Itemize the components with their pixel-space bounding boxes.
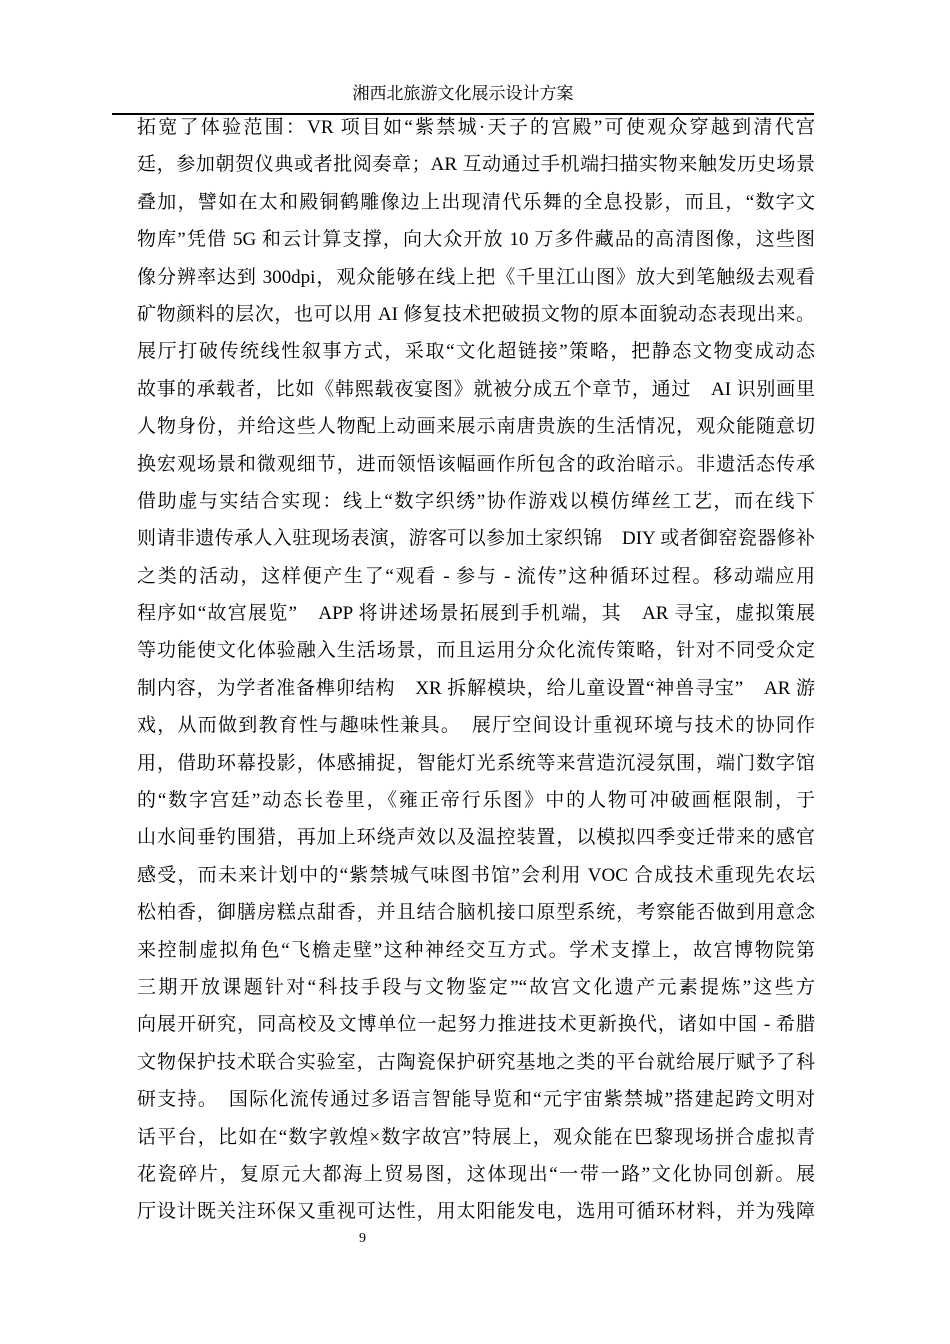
body-line: 感受，而未来计划中的“紫禁城气味图书馆”会利用 VOC 合成技术重现先农坛 bbox=[137, 864, 815, 886]
body-line: 像分辨率达到 300dpi，观众能够在线上把《千里江山图》放大到笔触级去观看 bbox=[137, 266, 815, 288]
body-line: 等功能使文化体验融入生活场景，而且运用分众化流传策略，针对不同受众定 bbox=[137, 640, 815, 662]
body-line: 用，借助环幕投影，体感捕捉，智能灯光系统等来营造沉浸氛围，端门数字馆 bbox=[137, 752, 815, 774]
body-line: 借助虚与实结合实现：线上“数字织绣”协作游戏以模仿缂丝工艺，而在线下 bbox=[137, 490, 815, 512]
body-line: 的“数字宫廷”动态长卷里，《雍正帝行乐图》中的人物可冲破画框限制，于 bbox=[137, 790, 815, 812]
body-line: 向展开研究，同高校及文博单位一起努力推进技术更新换代，诸如中国 - 希腊 bbox=[137, 1014, 815, 1036]
body-line: 故事的承载者，比如《韩熙载夜宴图》就被分成五个章节，通过 AI 识别画里 bbox=[137, 378, 815, 400]
body-line: 文物保护技术联合实验室，古陶瓷保护研究基地之类的平台就给展厅赋予了科 bbox=[137, 1051, 815, 1073]
body-line: 则请非遗传承人入驻现场表演，游客可以参加土家织锦 DIY 或者御窑瓷器修补 bbox=[137, 528, 815, 550]
body-line: 叠加，譬如在太和殿铜鹤雕像边上出现清代乐舞的全息投影，而且，“数字文 bbox=[137, 191, 815, 213]
body-line: 廷，参加朝贺仪典或者批阅奏章；AR 互动通过手机端扫描实物来触发历史场景 bbox=[137, 154, 815, 176]
body-line: 来控制虚拟角色“飞檐走壁”这种神经交互方式。学术支撑上，故宫博物院第 bbox=[137, 939, 815, 961]
body-line: 展厅打破传统线性叙事方式，采取“文化超链接”策略，把静态文物变成动态 bbox=[137, 341, 815, 363]
body-line: 矿物颜料的层次，也可以用 AI 修复技术把破损文物的原本面貌动态表现出来。 bbox=[137, 303, 815, 325]
body-line: 人物身份，并给这些人物配上动画来展示南唐贵族的生活情况，观众能随意切 bbox=[137, 416, 815, 438]
body-line: 松柏香，御膳房糕点甜香，并且结合脑机接口原型系统，考察能否做到用意念 bbox=[137, 902, 815, 924]
body-line: 换宏观场景和微观细节，进而领悟该幅画作所包含的政治暗示。非遗活态传承 bbox=[137, 453, 815, 475]
body-line: 戏，从而做到教育性与趣味性兼具。 展厅空间设计重视环境与技术的协同作 bbox=[137, 715, 815, 737]
body-line: 制内容，为学者准备榫卯结构 XR 拆解模块，给儿童设置“神兽寻宝” AR 游 bbox=[137, 677, 815, 699]
body-line: 拓宽了体验范围：VR 项目如“紫禁城·天子的宫殿”可使观众穿越到清代宫 bbox=[137, 117, 815, 138]
body-line: 话平台，比如在“数字敦煌×数字故宫”特展上，观众能在巴黎现场拼合虚拟青 bbox=[137, 1126, 815, 1148]
body-line: 物库”凭借 5G 和云计算支撑，向大众开放 10 万多件藏品的高清图像，这些图 bbox=[137, 229, 815, 251]
body-line: 三期开放课题针对“科技手段与文物鉴定”“故宫文化遗产元素提炼”这些方 bbox=[137, 976, 815, 998]
page-number: 9 bbox=[359, 1231, 366, 1246]
document-body bbox=[137, 109, 815, 1231]
body-line: 厅设计既关注环保又重视可达性，用太阳能发电，选用可循环材料，并为残障 bbox=[137, 1201, 815, 1223]
document-title: 湘西北旅游文化展示设计方案 bbox=[352, 84, 574, 103]
body-line: 山水间垂钓围猎，再加上环绕声效以及温控装置，以模拟四季变迁带来的感官 bbox=[137, 827, 815, 849]
page-footer bbox=[359, 1229, 366, 1249]
body-line: 程序如“故宫展览” APP 将讲述场景拓展到手机端，其 AR 寻宝，虚拟策展 bbox=[137, 603, 815, 625]
body-line: 花瓷碎片，复原元大都海上贸易图，这体现出“一带一路”文化协同创新。展 bbox=[137, 1163, 815, 1185]
body-line: 之类的活动，这样便产生了“观看 - 参与 - 流传”这种循环过程。移动端应用 bbox=[137, 565, 815, 587]
body-line: 研支持。 国际化流传通过多语言智能导览和“元宇宙紫禁城”搭建起跨文明对 bbox=[137, 1089, 815, 1111]
